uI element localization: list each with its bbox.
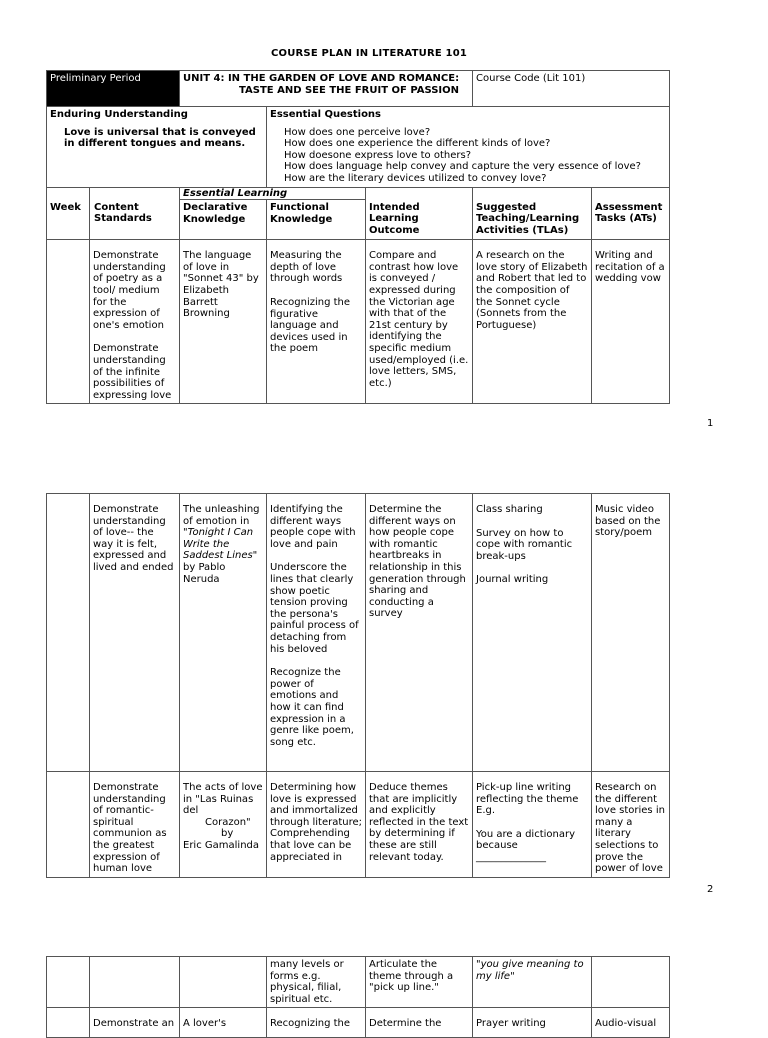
table-row [47,957,670,1008]
column-header-ats: Assessment Tasks (ATs) [592,200,670,240]
poem-title: "Tonight I Can Write the Saddest Lines" [183,527,258,562]
tla-cell: A research on the love story of Elizabeth and Robert that led to the composition of the Sonnet cycle (Sonnets from the Portuguese) [473,240,592,404]
learning-outcome-cell: Determine the [366,1008,473,1038]
declarative-text: Corazon" [205,816,251,828]
tla-item: Class sharing [476,504,543,515]
content-standard: Demonstrate understanding of the infinite possibilities of expressing love [93,343,172,401]
declarative-knowledge-cell [180,494,267,772]
essential-learning-label: Essential Learning [183,187,288,199]
table-row [47,772,670,878]
essential-learning-cell [180,187,366,200]
declarative-author: Eric Gamalinda [183,839,260,851]
tla-item: Pick-up line writing reflecting the theme E.g. [476,782,579,817]
declarative-knowledge-cell [180,957,267,1008]
functional-item: Recognizing the figurative language and devices used in the poem [270,296,351,355]
column-header-week: Week [47,200,90,240]
course-plan-table-page2 [46,493,670,878]
essential-questions-label: Essential Questions [270,109,382,120]
functional-item: Underscore the lines that clearly show poetic tension proving the persona's painful process of detaching from his beloved [270,562,359,655]
table-row [47,1008,670,1038]
content-standards-cell: Demonstrate understanding of love-- the way it is felt, expressed and lived and ended [90,494,180,772]
week-cell [47,494,90,772]
enduring-understanding-label: Enduring Understanding [50,109,188,120]
learning-outcome-cell: Articulate the theme through a "pick up line." [366,957,473,1008]
week-cell [47,240,90,404]
learning-outcome-cell: Compare and contrast how love is conveyed / expressed during the Victorian age with that of the 21st century by identifying the specific medium used/employed (i.e. love letters, SMS, etc.) [366,240,473,404]
functional-knowledge-cell: Recognizing the [267,1008,366,1038]
essential-question: How does one experience the different kinds of love? [284,138,551,150]
functional-item: Measuring the depth of love through words [270,250,343,285]
essential-question: How does one perceive love? [284,126,431,138]
course-code: Course Code (Lit 101) [476,73,586,84]
essential-question: How doesone express love to others? [284,149,472,161]
table-row [47,240,670,404]
essential-questions-cell [267,107,670,188]
essential-question: How does language help convey and capture the very essence of love? [284,161,641,173]
assessment-cell: Research on the different love stories in many a literary selections to prove the power of love [592,772,670,878]
declarative-knowledge-cell: The language of love in "Sonnet 43" by Elizabeth Barrett Browning [180,240,267,404]
tla-item: You are a dictionary because ______________ [476,828,576,863]
declarative-text: in "Las Ruinas del [183,793,254,817]
essential-question: How are the literary devices utilized to convey love? [284,172,547,184]
tla-item: Survey on how to cope with romantic break-ups [476,527,573,562]
content-standards-cell [90,957,180,1008]
week-cell [47,1008,90,1038]
column-header-content-standards: Content Standards [90,200,180,240]
content-standard: Demonstrate understanding of poetry as a tool/ medium for the expression of one's emotion [93,250,166,331]
content-standards-cell: Demonstrate an [90,1008,180,1038]
tla-cell: Prayer writing [473,1008,592,1038]
assessment-cell: Music video based on the story/poem [592,494,670,772]
declarative-text: The unleashing of emotion in [183,504,260,527]
tla-cell: "you give meaning to my life" [473,957,592,1008]
declarative-knowledge-cell: A lover's [180,1008,267,1038]
course-plan-table-page3 [46,956,670,1038]
period-cell [47,71,180,107]
unit-title-line1: UNIT 4: IN THE GARDEN OF LOVE AND ROMANCE: [183,73,460,84]
assessment-cell [592,957,670,1008]
tla-item: Journal writing [476,574,549,586]
column-header-declarative-knowledge: Declarative Knowledge [180,200,267,240]
declarative-author: by Pablo Neruda [183,561,226,585]
page-number: 2 [707,884,714,895]
week-cell [47,772,90,878]
page-number: 1 [707,418,714,429]
tla-cell [473,772,592,878]
functional-knowledge-cell: many levels or forms e.g. physical, filial, spiritual etc. [267,957,366,1008]
functional-knowledge-cell: Determining how love is expressed and immortalized through literature; Comprehending that love can be appreciated in [267,772,366,878]
assessment-cell: Audio-visual [592,1008,670,1038]
column-header-functional-knowledge: Functional Knowledge [267,200,366,240]
content-standards-cell [90,240,180,404]
table-row [47,494,670,772]
document-title: COURSE PLAN IN LITERATURE 101 [270,48,468,59]
functional-knowledge-cell [267,494,366,772]
declarative-text: The acts of love [183,782,263,793]
declarative-knowledge-cell [180,772,267,878]
period-label: Preliminary Period [50,73,141,84]
content-standards-cell: Demonstrate understanding of romantic-spiritual communion as the greatest expression of human love [90,772,180,878]
enduring-understanding-cell [47,107,267,188]
course-plan-header-table [46,70,670,404]
unit-title-cell [180,71,473,107]
column-header-tlas: Suggested Teaching/Learning Activities (TLAs) [473,200,592,240]
functional-item: Recognize the power of emotions and how it can find expression in a genre like poem, song etc. [270,667,354,748]
column-header-intended-learning-outcome: Intended Learning Outcome [366,200,473,240]
functional-item: Identifying the different ways people cope with love and pain [270,504,356,550]
functional-knowledge-cell [267,240,366,404]
learning-outcome-cell: Determine the different ways on how people cope with romantic heartbreaks in relationship in this generation through sharing and conducting a survey [366,494,473,772]
declarative-text: by [221,828,234,840]
week-cell [47,957,90,1008]
learning-outcome-cell: Deduce themes that are implicitly and explicitly reflected in the text by determining if these are still relevant today. [366,772,473,878]
assessment-cell: Writing and recitation of a wedding vow [592,240,670,404]
enduring-text-line1: Love is universal that is conveyed [64,126,256,138]
course-code-cell [473,71,670,107]
unit-title-line2: TASTE AND SEE THE FRUIT OF PASSION [238,84,460,96]
tla-cell [473,494,592,772]
enduring-text-line2: in different tongues and means. [64,138,246,150]
